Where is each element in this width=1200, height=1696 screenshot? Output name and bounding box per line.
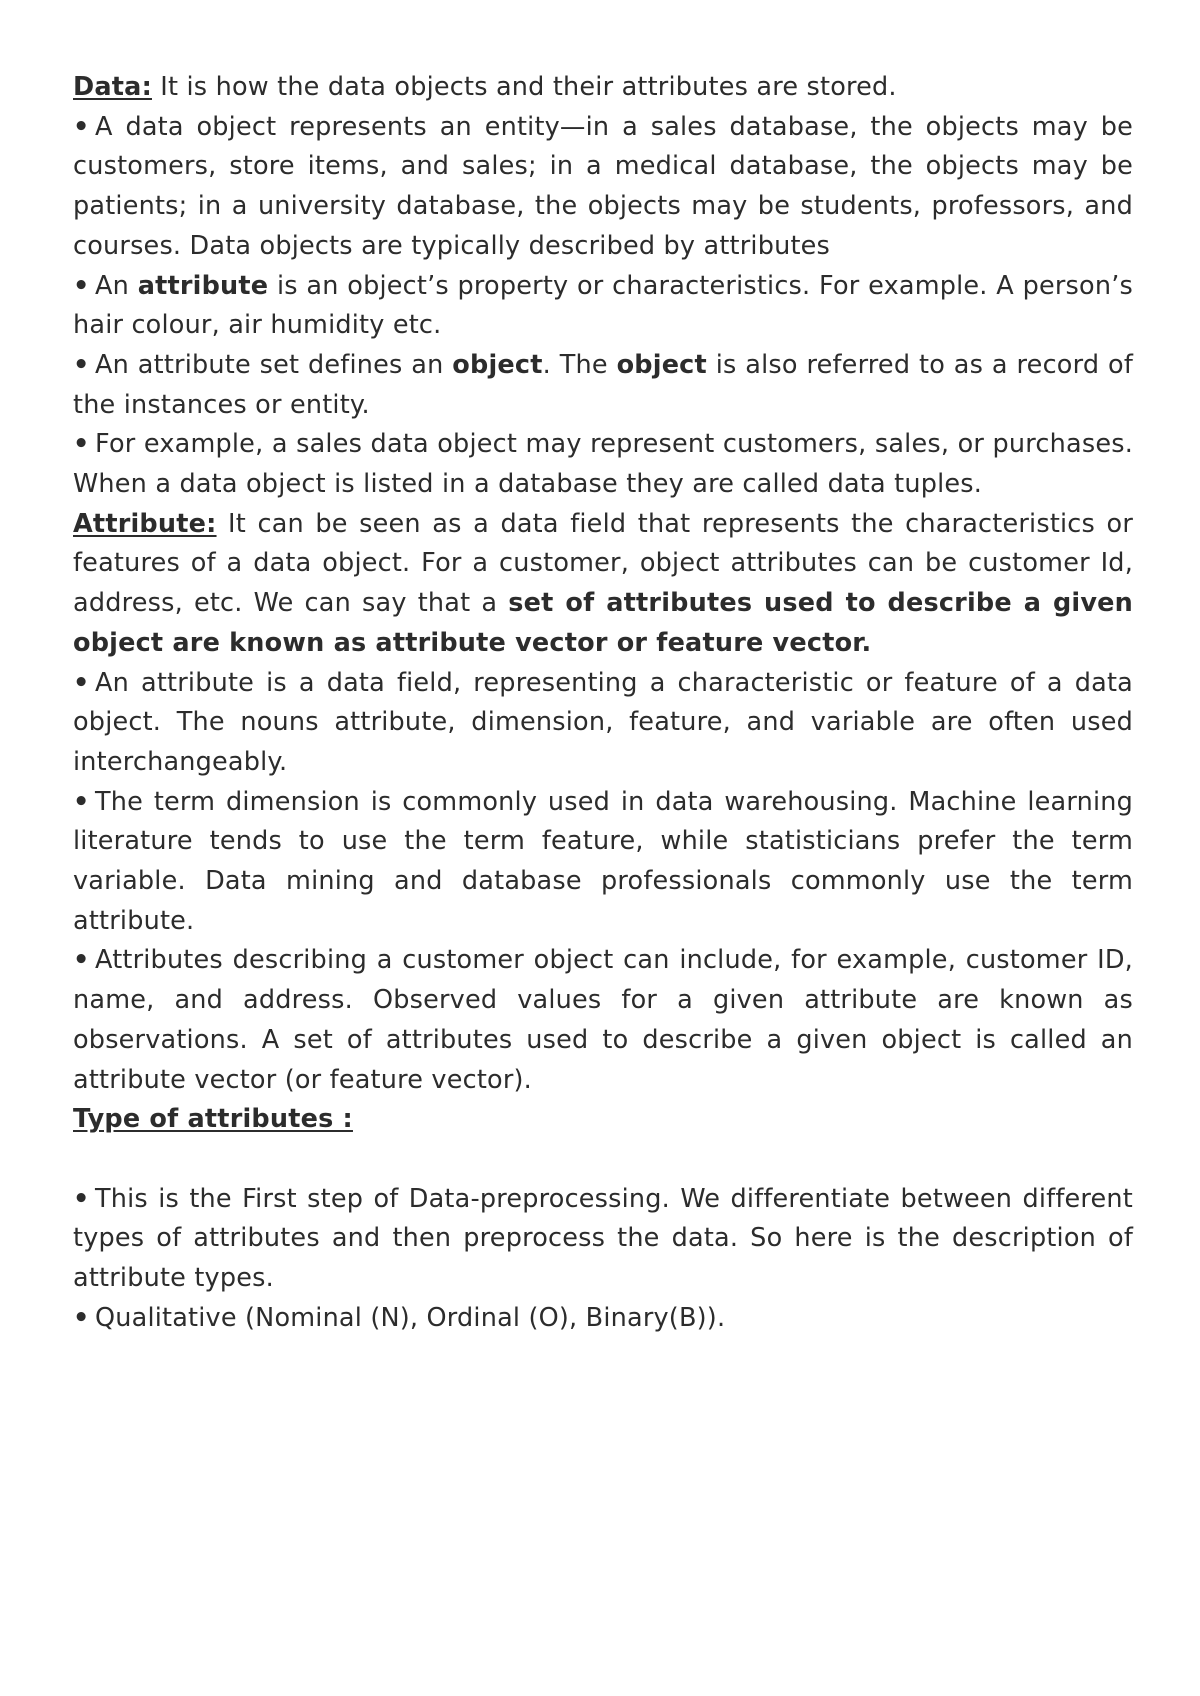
- bold-term-attribute: attribute: [137, 270, 269, 301]
- attribute-heading: Attribute:: [73, 508, 217, 539]
- bullet-text: The term dimension is commonly used in data warehousing. Machine learning literature tends to use the term feature, while statisticians prefer the term variable. Data mining and database professionals commonly use the term attribute.: [73, 786, 1133, 936]
- attribute-bullet-2: [73, 783, 1133, 942]
- data-heading: Data:: [73, 72, 152, 102]
- bullet-icon: •: [73, 1183, 90, 1214]
- data-intro-paragraph: [73, 68, 1133, 108]
- bullet-icon: •: [73, 667, 90, 698]
- bullet-text: is also referred to as a record of the instances or entity.: [73, 349, 1133, 420]
- bullet-icon: •: [73, 111, 90, 142]
- data-bullet-3: [73, 346, 1133, 425]
- bullet-text: This is the First step of Data-preprocessing. We differentiate between different types of attributes and then preprocess the data. So here is the description of attribute types.: [73, 1183, 1133, 1294]
- bullet-icon: •: [73, 786, 90, 817]
- attribute-bullet-1: [73, 664, 1133, 783]
- data-intro-text: It is how the data objects and their attributes are stored.: [151, 72, 897, 102]
- types-bullet-2: [73, 1299, 1133, 1339]
- attribute-intro-paragraph: [73, 505, 1133, 664]
- data-bullet-1: [73, 108, 1133, 267]
- blank-line: [73, 1140, 1133, 1180]
- data-bullet-2: [73, 267, 1133, 346]
- bullet-text: Qualitative (Nominal (N), Ordinal (O), Binary(B)).: [95, 1302, 726, 1333]
- bold-term-object: object: [616, 349, 707, 380]
- bullet-text: . The: [542, 349, 617, 380]
- bullet-text: For example, a sales data object may represent customers, sales, or purchases. When a data object is listed in a database they are called data tuples.: [73, 429, 1133, 500]
- bullet-text: An: [95, 270, 138, 301]
- bold-term-object: object: [452, 349, 543, 380]
- types-heading-paragraph: [73, 1100, 1133, 1140]
- bullet-text: Attributes describing a customer object can include, for example, customer ID, name, and address. Observed values for a given attribute are known as observations. A set of attributes used to describe a given object is called an attribute vector (or feature vector).: [73, 945, 1133, 1095]
- data-bullet-4: [73, 425, 1133, 504]
- attribute-intro-text: It can be seen as a data field that represents the characteristics or features of a data object. For a customer, object attributes can be customer Id, address, etc. We can say that a: [73, 508, 1133, 619]
- types-heading: Type of attributes :: [73, 1104, 353, 1135]
- bullet-icon: •: [73, 429, 90, 460]
- bullet-text: An attribute set defines an: [95, 349, 453, 380]
- bullet-icon: •: [73, 1302, 90, 1333]
- bullet-text: An attribute is a data field, representing a characteristic or feature of a data object. The nouns attribute, dimension, feature, and variable are often used interchangeably.: [73, 667, 1133, 777]
- types-bullet-1: [73, 1180, 1133, 1299]
- bullet-text: is an object’s property or characteristics. For example. A person’s hair colour, air humidity etc.: [73, 270, 1133, 341]
- attribute-vector-definition: set of attributes used to describe a given object are known as attribute vector or feature vector.: [73, 588, 1134, 658]
- bullet-icon: •: [73, 349, 90, 380]
- bullet-icon: •: [73, 270, 90, 301]
- document-page: [73, 68, 1133, 1338]
- bullet-text: A data object represents an entity—in a sales database, the objects may be customers, store items, and sales; in a medical database, the objects may be patients; in a university database, the objects may be students, professors, and courses. Data objects are typically described by attributes: [73, 111, 1133, 261]
- bullet-icon: •: [73, 945, 90, 976]
- attribute-bullet-3: [73, 941, 1133, 1100]
